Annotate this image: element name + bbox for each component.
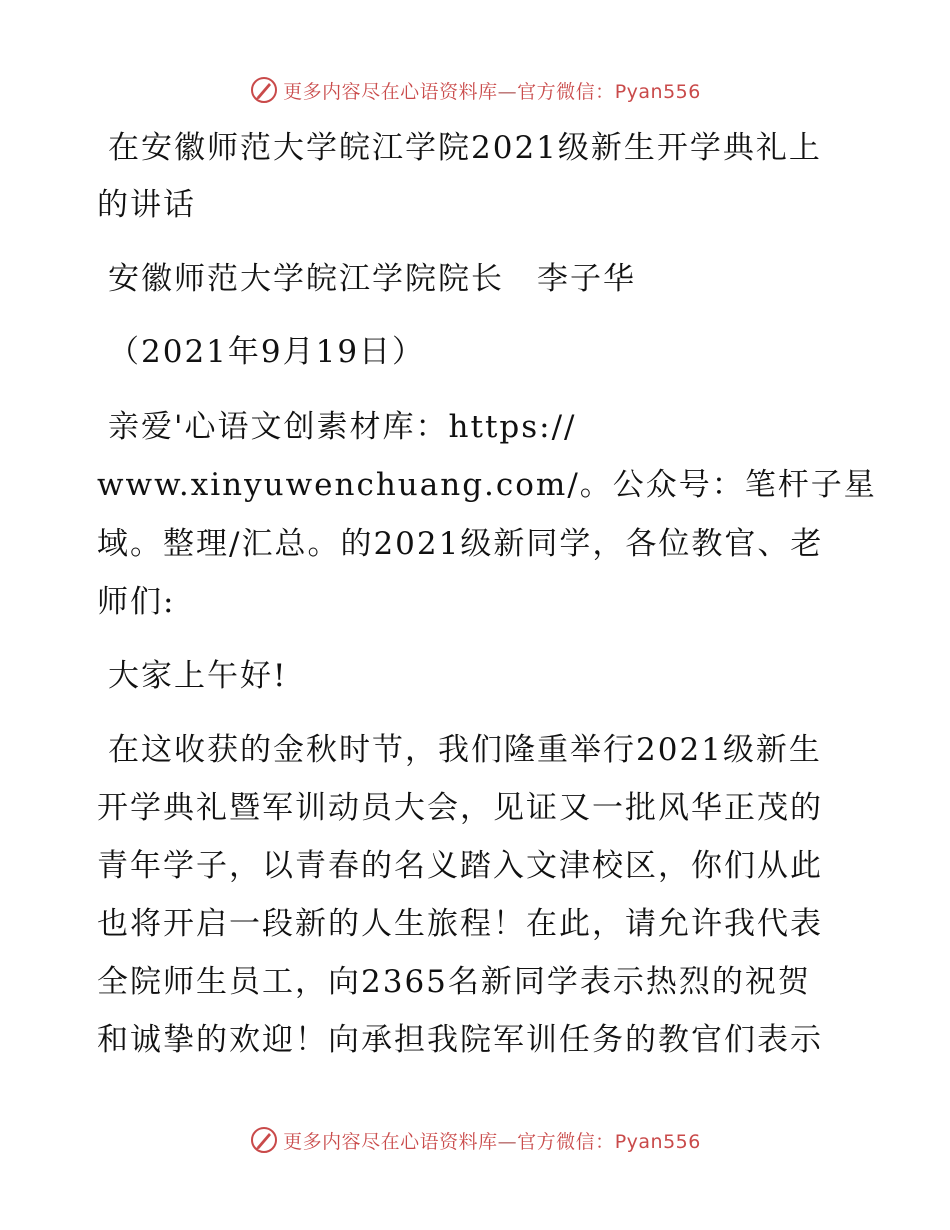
watermark-wechat-id: Pyan556 bbox=[614, 80, 701, 103]
body-line-4: 也将开启一段新的人生旅程！在此，请允许我代表 bbox=[97, 906, 823, 942]
document-title-line-2: 的讲话 bbox=[97, 187, 196, 223]
body-line-1: 在这收获的金秋时节，我们隆重举行2021级新生 bbox=[108, 732, 822, 768]
body-line-2: 开学典礼暨军训动员大会，见证又一批风华正茂的 bbox=[97, 790, 823, 826]
watermark-site-name: 更多内容尽在心语资料库 bbox=[283, 1130, 498, 1153]
watermark-content bbox=[249, 1125, 701, 1155]
body-line-6: 和诚挚的欢迎！向承担我院军训任务的教官们表示 bbox=[97, 1022, 823, 1058]
watermark-separator: — bbox=[497, 1130, 518, 1153]
watermark-text bbox=[283, 1127, 701, 1154]
salutation-line-2: www.xinyuwenchuang.com/。公众号：笔杆子星 bbox=[97, 467, 877, 503]
salutation-line-4: 师们: bbox=[97, 584, 176, 620]
watermark-banner-bottom bbox=[0, 1120, 950, 1160]
watermark-wechat-label: 官方微信： bbox=[517, 80, 615, 103]
watermark-wechat-id: Pyan556 bbox=[614, 1130, 701, 1153]
document-title-line-1: 在安徽师范大学皖江学院2021级新生开学典礼上 bbox=[108, 130, 822, 166]
document-date: （2021年9月19日） bbox=[108, 334, 426, 370]
greeting: 大家上午好! bbox=[108, 658, 288, 694]
watermark-site-name: 更多内容尽在心语资料库 bbox=[283, 80, 498, 103]
feather-pen-icon bbox=[249, 1125, 279, 1155]
salutation-line-3: 域。整理/汇总。的2021级新同学，各位教官、老 bbox=[97, 526, 824, 562]
watermark-separator: — bbox=[497, 80, 518, 103]
document-author: 安徽师范大学皖江学院院长 李子华 bbox=[108, 261, 636, 297]
watermark-wechat-label: 官方微信： bbox=[517, 1130, 615, 1153]
body-line-5: 全院师生员工，向2365名新同学表示热烈的祝贺 bbox=[97, 964, 811, 1000]
body-line-3: 青年学子，以青春的名义踏入文津校区，你们从此 bbox=[97, 848, 823, 884]
salutation-line-1: 亲爱'心语文创素材库：https:// bbox=[108, 409, 577, 445]
